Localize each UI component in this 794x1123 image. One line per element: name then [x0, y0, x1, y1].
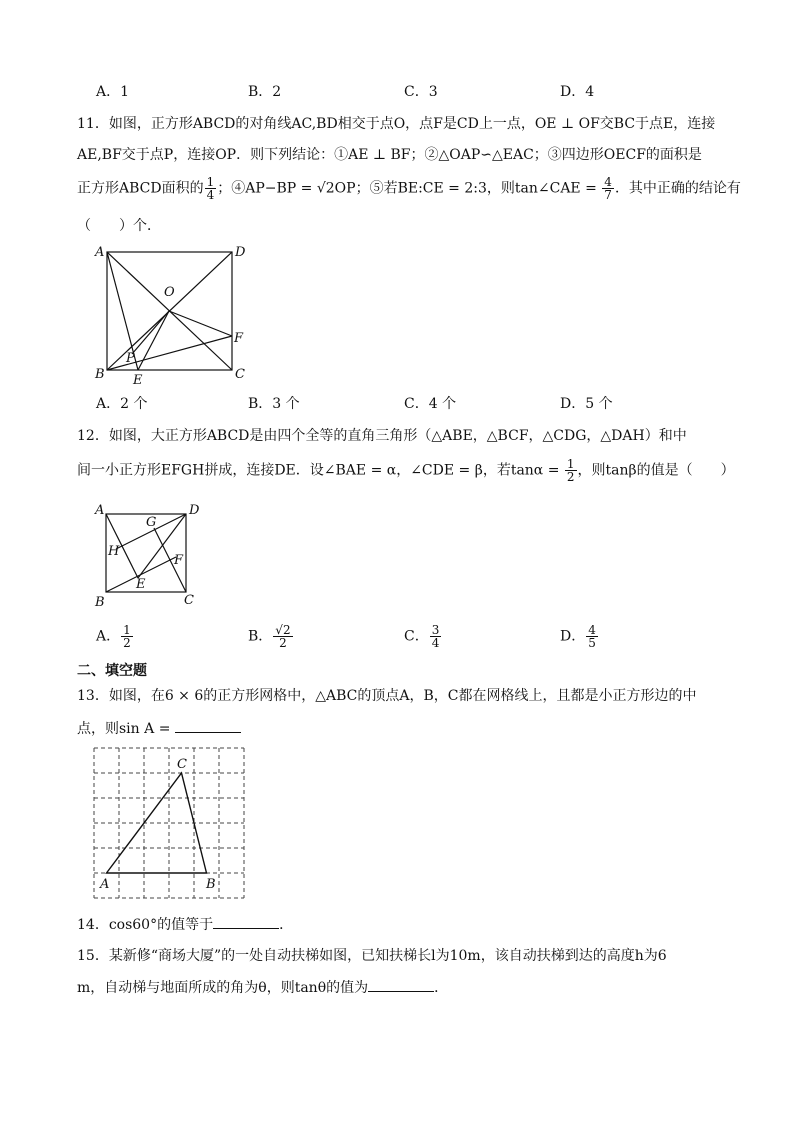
- q12-option-a-prefix: A．: [96, 628, 121, 645]
- q11-line4: （ ）个．: [77, 218, 161, 234]
- q12-label-h: H: [108, 544, 120, 559]
- q12-option-c-prefix: C．: [404, 628, 429, 645]
- q11-frac1-num: 1: [206, 175, 215, 189]
- q12-option-d: [560, 624, 599, 649]
- q14-end: ．: [279, 917, 294, 933]
- q11-label-a: A: [95, 245, 105, 260]
- q11-fraction-1: [205, 176, 217, 201]
- q13-triangle-abc: [107, 773, 207, 873]
- q11-label-b: B: [95, 367, 105, 382]
- q11-frac2-den: 7: [604, 188, 612, 202]
- q12-option-c-den: 4: [431, 636, 440, 650]
- q11-fraction-2: [602, 176, 614, 201]
- q13-line1: 13．如图，在6 × 6的正方形网格中，△ABC的顶点A，B，C都在网格线上，且都是小正方形边的中: [77, 688, 697, 704]
- q14-answer-blank[interactable]: [213, 914, 279, 929]
- q11-segment-oe: [138, 311, 169, 370]
- q11-frac1-den: 4: [206, 188, 215, 202]
- q11-option-c: C．4 个: [404, 396, 457, 412]
- q11-option-a: A．2 个: [96, 396, 148, 412]
- q11-option-d: D．5 个: [560, 396, 613, 412]
- q13-answer-blank[interactable]: [175, 718, 241, 733]
- q15-answer-blank[interactable]: [368, 977, 434, 992]
- q11-label-p: P: [126, 351, 135, 366]
- q12-fraction: [565, 458, 577, 483]
- q11-line2: AE,BF交于点P，连接OP．则下列结论：①AE ⊥ BF；②△OAP∽△EAC；③四边形OECF的面积是: [77, 147, 702, 163]
- q12-option-b: [248, 624, 294, 649]
- q11-figure-square: [92, 242, 252, 387]
- q13-figure-grid: [88, 744, 254, 904]
- q12-label-a: A: [95, 503, 105, 518]
- q13-line2-text: 点，则sin A =: [77, 721, 175, 737]
- q11-line3-post: ．其中正确的结论有: [614, 180, 741, 197]
- q15-end: ．: [434, 980, 449, 996]
- q12-label-d: D: [189, 503, 200, 518]
- section-heading-fill-in: 二、填空题: [77, 663, 147, 679]
- q14-line: [77, 914, 737, 935]
- q11-frac2-num: 4: [604, 175, 612, 189]
- q12-figure-square: [92, 500, 212, 612]
- q12-option-b-prefix: B．: [248, 628, 273, 645]
- q12-label-g: G: [146, 515, 157, 530]
- q14-text: 14．cos60°的值等于: [77, 917, 214, 933]
- q12-option-a-den: 2: [123, 636, 131, 650]
- q15-line1: 15．某新修“商场大厦”的一处自动扶梯如图，已知扶梯长l为10m，该自动扶梯到达的高度h为6: [77, 948, 667, 964]
- q11-line3-mid: ；④AP−BP = √2OP；⑤若BE:CE = 2:3，则tan∠CAE =: [217, 180, 602, 197]
- q12-label-b: B: [95, 595, 105, 610]
- q15-line2-text: m，自动梯与地面所成的角为θ，则tanθ的值为: [77, 980, 369, 996]
- q12-option-d-prefix: D．: [560, 628, 586, 645]
- q12-option-b-num: √2: [275, 623, 291, 637]
- q12-frac-num: 1: [566, 457, 575, 471]
- q11-label-d: D: [235, 245, 246, 260]
- q13-label-a: A: [100, 877, 110, 892]
- q12-option-b-fraction: [273, 624, 292, 649]
- q11-line3-pre: 正方形ABCD面积的: [77, 180, 204, 197]
- q11-label-o: O: [164, 285, 175, 300]
- q12-option-c-num: 3: [431, 623, 440, 637]
- q11-segment-of: [169, 311, 232, 336]
- q10-option-b: B．2: [248, 84, 282, 100]
- q12-option-a-fraction: [121, 624, 133, 649]
- q13-line2: [77, 718, 737, 739]
- q12-line2: [77, 458, 737, 483]
- q13-label-b: B: [206, 877, 216, 892]
- q10-option-d: D．4: [560, 84, 595, 100]
- q11-line1: 11．如图，正方形ABCD的对角线AC,BD相交于点O，点F是CD上一点，OE ⊥ OF交BC于点E，连接: [77, 116, 716, 132]
- q12-option-d-num: 4: [588, 623, 596, 637]
- q15-line2: [77, 977, 737, 998]
- q12-line2-pre: 间一小正方形EFGH拼成，连接DE．设∠BAE = α，∠CDE = β，若tanα =: [77, 462, 564, 479]
- q12-option-a-num: 1: [123, 623, 131, 637]
- q10-option-c: C．3: [404, 84, 438, 100]
- q11-label-e: E: [133, 373, 143, 387]
- q12-option-c: [404, 624, 442, 649]
- q12-option-a: [96, 624, 134, 649]
- q12-label-c: C: [184, 593, 194, 608]
- q12-option-d-fraction: [586, 624, 598, 649]
- q13-label-c: C: [177, 757, 187, 772]
- q11-line3: [77, 175, 741, 202]
- q13-grid-lines: [94, 748, 244, 898]
- q12-label-e: E: [136, 577, 146, 592]
- q12-frac-den: 2: [566, 470, 575, 484]
- q12-option-b-den: 2: [279, 636, 287, 650]
- q12-line2-post: ，则tanβ的值是（ ）: [577, 462, 735, 479]
- q11-label-c: C: [235, 367, 245, 382]
- q12-label-f: F: [174, 553, 184, 568]
- q11-option-b: B．3 个: [248, 396, 300, 412]
- q11-segment-op: [132, 311, 169, 354]
- q10-option-a: A．1: [96, 84, 130, 100]
- q12-option-c-fraction: [430, 624, 442, 649]
- q12-option-d-den: 5: [588, 636, 596, 650]
- q12-line1: 12．如图，大正方形ABCD是由四个全等的直角三角形（△ABE，△BCF，△CDG，△DAH）和中: [77, 428, 687, 444]
- q11-label-f: F: [234, 331, 244, 346]
